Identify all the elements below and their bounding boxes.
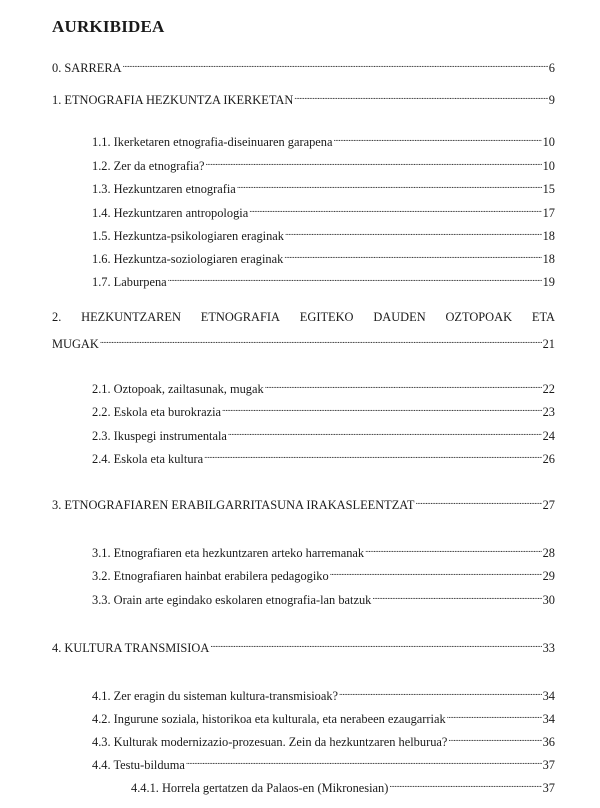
toc-word: OZTOPOAK — [445, 310, 513, 324]
dot-leader — [168, 270, 542, 286]
toc-entry-section-2-line1[interactable] — [52, 309, 555, 325]
dot-leader — [365, 541, 542, 557]
toc-entry-label: 1.3. Hezkuntzaren etnografia — [92, 182, 236, 196]
dot-leader — [447, 707, 542, 723]
toc-entry-label: 1.1. Ikerketaren etnografia-diseinuaren garapena — [92, 135, 333, 149]
toc-entry-page: 24 — [542, 429, 555, 443]
toc-entry-section-3[interactable] — [52, 493, 555, 512]
toc-word: ETA — [531, 310, 555, 324]
toc-entry-page: 21 — [542, 337, 555, 351]
toc-entry-page: 26 — [542, 452, 555, 466]
toc-entry-page: 37 — [542, 758, 555, 772]
toc-entry-page: 36 — [542, 735, 555, 749]
toc-entry-label: 1.5. Hezkuntza-psikologiaren eraginak — [92, 229, 284, 243]
toc-entry-page: 28 — [542, 546, 555, 560]
toc-entry-label: 0. SARRERA — [52, 61, 122, 75]
toc-entry-page: 18 — [542, 252, 555, 266]
dot-leader — [186, 753, 542, 769]
toc-entry-4-1[interactable] — [92, 684, 555, 703]
dot-leader — [339, 684, 542, 700]
toc-entry-2-3[interactable] — [92, 424, 555, 443]
toc-entry-1-7[interactable] — [92, 270, 555, 289]
toc-entry-1-6[interactable] — [92, 247, 555, 266]
toc-entry-label: 3. ETNOGRAFIAREN ERABILGARRITASUNA IRAKASLEENTZAT — [52, 498, 415, 512]
toc-entry-sarrera[interactable] — [52, 56, 555, 75]
toc-entry-page: 15 — [542, 182, 555, 196]
toc-entry-label: 1.4. Hezkuntzaren antropologia — [92, 206, 249, 220]
toc-entry-4-2[interactable] — [92, 707, 555, 726]
dot-leader — [237, 177, 542, 193]
toc-entry-4-4-1[interactable] — [131, 776, 555, 795]
toc-entry-label: 3.2. Etnografiaren hainbat erabilera pedagogiko — [92, 569, 329, 583]
toc-entry-1-5[interactable] — [92, 224, 555, 243]
toc-entry-label: 4.2. Ingurune soziala, historikoa eta kulturala, eta nerabeen ezaugarriak — [92, 712, 446, 726]
toc-entry-2-2[interactable] — [92, 400, 555, 419]
toc-entry-2-1[interactable] — [92, 377, 555, 396]
toc-entry-page: 18 — [542, 229, 555, 243]
toc-entry-label: 1.6. Hezkuntza-soziologiaren eraginak — [92, 252, 284, 266]
toc-entry-label: 4. KULTURA TRANSMISIOA — [52, 641, 210, 655]
toc-entry-label: MUGAK — [52, 337, 99, 351]
toc-entry-1-2[interactable] — [92, 154, 555, 173]
dot-leader — [204, 447, 541, 463]
toc-entry-page: 10 — [542, 135, 555, 149]
toc-entry-3-3[interactable] — [92, 588, 555, 607]
toc-word: HEZKUNTZAREN — [81, 310, 181, 324]
toc-entry-label: 2.4. Eskola eta kultura — [92, 452, 204, 466]
toc-title: AURKIBIDEA — [52, 17, 165, 36]
toc-word: 2. — [52, 310, 62, 324]
toc-entry-label: 4.1. Zer eragin du sisteman kultura-transmisioak? — [92, 689, 339, 703]
dot-leader — [333, 130, 541, 146]
toc-entry-page: 10 — [542, 159, 555, 173]
toc-entry-page: 29 — [542, 569, 555, 583]
toc-entry-page: 34 — [542, 689, 555, 703]
toc-word: ETNOGRAFIA — [200, 310, 280, 324]
dot-leader — [294, 88, 548, 104]
toc-entry-1-1[interactable] — [92, 130, 555, 149]
dot-leader — [415, 493, 541, 509]
toc-entry-label: 4.3. Kulturak modernizazio-prozesuan. Zein da hezkuntzaren helburua? — [92, 735, 448, 749]
dot-leader — [249, 201, 541, 217]
toc-entry-page: 27 — [542, 498, 555, 512]
dot-leader — [372, 588, 541, 604]
dot-leader — [330, 564, 542, 580]
toc-entry-label: 4.4. Testu-bilduma — [92, 758, 185, 772]
toc-entry-label: 2.3. Ikuspegi instrumentala — [92, 429, 227, 443]
toc-entry-label: 4.4.1. Horrela gertatzen da Palaos-en (Mikronesian) — [131, 781, 389, 795]
toc-entry-label: 1.7. Laburpena — [92, 275, 167, 289]
dot-leader — [210, 636, 541, 652]
toc-entry-1-3[interactable] — [92, 177, 555, 196]
toc-entry-page: 6 — [548, 61, 555, 75]
dot-leader — [206, 154, 542, 170]
dot-leader — [284, 247, 541, 263]
toc-entry-3-2[interactable] — [92, 564, 555, 583]
toc-entry-page: 17 — [542, 206, 555, 220]
toc-entry-page: 34 — [542, 712, 555, 726]
toc-entry-page: 9 — [548, 93, 555, 107]
toc-entry-label: 2.1. Oztopoak, zailtasunak, mugak — [92, 382, 264, 396]
toc-entry-label: 1. ETNOGRAFIA HEZKUNTZA IKERKETAN — [52, 93, 294, 107]
toc-word: DAUDEN — [373, 310, 426, 324]
toc-entry-4-4[interactable] — [92, 753, 555, 772]
toc-entry-1-4[interactable] — [92, 201, 555, 220]
dot-leader — [100, 332, 542, 348]
dot-leader — [228, 424, 542, 440]
dot-leader — [265, 377, 542, 393]
dot-leader — [123, 56, 548, 72]
toc-entry-page: 23 — [542, 405, 555, 419]
toc-entry-section-1[interactable] — [52, 88, 555, 107]
toc-entry-section-4[interactable] — [52, 636, 555, 655]
toc-entry-page: 30 — [542, 593, 555, 607]
toc-entry-label: 2.2. Eskola eta burokrazia — [92, 405, 222, 419]
toc-entry-page: 33 — [542, 641, 555, 655]
dot-leader — [389, 776, 541, 792]
toc-entry-3-1[interactable] — [92, 541, 555, 560]
toc-entry-page: 22 — [542, 382, 555, 396]
toc-entry-2-4[interactable] — [92, 447, 555, 466]
toc-entry-4-3[interactable] — [92, 730, 555, 749]
toc-entry-page: 19 — [542, 275, 555, 289]
dot-leader — [285, 224, 542, 240]
dot-leader — [448, 730, 541, 746]
toc-entry-page: 37 — [542, 781, 555, 795]
toc-word: EGITEKO — [299, 310, 354, 324]
toc-entry-label: 1.2. Zer da etnografia? — [92, 159, 205, 173]
toc-entry-label: 3.3. Orain arte egindako eskolaren etnografia-lan batzuk — [92, 593, 372, 607]
dot-leader — [222, 400, 542, 416]
toc-entry-label: 3.1. Etnografiaren eta hezkuntzaren arteko harremanak — [92, 546, 365, 560]
toc-entry-section-2-line2[interactable] — [52, 332, 555, 351]
